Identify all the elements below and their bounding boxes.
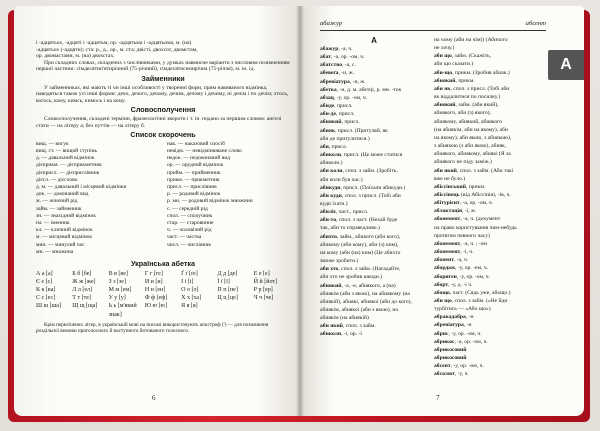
headword: абиякий (320, 282, 342, 289)
entry-grammar: , -а, ор. -ом, ч. (459, 200, 494, 207)
entry-grammar: , -у, ч. (454, 371, 469, 378)
dictionary-entry: так, аби то справедливо.) (320, 225, 380, 232)
dictionary-entry: не хочу.) (434, 45, 455, 52)
entry-grammar: , -а, ор. -ом, ч. (331, 54, 365, 61)
entry-grammar: , -у, ор. -ом, ч. (456, 273, 491, 280)
entry-grammar: , -у, ор. -ем, ч. (455, 265, 489, 272)
headword: аби коли (320, 168, 343, 175)
dictionary-entry (434, 199, 542, 207)
entry-grammar: , -у, д. -і ч. (448, 281, 473, 288)
headword: абажур (320, 46, 339, 52)
dictionary-entry: абикому (аби кому), аби (з) ким), (320, 241, 399, 248)
entry-grammar: , спол. з займ. (Зробіть, (342, 168, 398, 175)
headword: абрикосовий (434, 355, 467, 362)
alphabet-letter: О о [о] (181, 286, 199, 293)
entries-column-2 (434, 36, 542, 379)
entry-grammar: , част. (Сядь уже, абощо.) (449, 289, 511, 296)
alphabet-letter: Б б [бе] (72, 270, 92, 277)
dictionary-entry (434, 191, 542, 199)
alphabet-letter: К к [ка] (36, 286, 56, 293)
headword: абиякий (434, 102, 456, 109)
dictionary-entry (434, 248, 542, 256)
dictionary-entry (320, 330, 428, 338)
headword: аблактація (434, 208, 463, 215)
abbreviation-item: ч. — чоловічий рід (167, 227, 212, 234)
headword: абиколи (320, 152, 342, 159)
dictionary-entry (434, 264, 542, 272)
dictionary-entry (434, 256, 542, 264)
headword: абонент (434, 257, 454, 264)
headword: абрикосовий (434, 346, 467, 353)
alphabet-letter: Т т [те] (72, 295, 91, 302)
dictionary-entry (434, 281, 542, 289)
headword: аби що (434, 298, 452, 304)
dictionary-entry (434, 207, 542, 215)
abbreviation-item: док. — доконаний вид (36, 191, 89, 198)
abbreviation-item: присл. — прислівник (167, 183, 217, 190)
right-page (300, 6, 584, 416)
section-letter: А (371, 36, 377, 45)
entry-grammar: , -а, ч. (454, 257, 469, 264)
alphabet-letter: Е е [е] (253, 270, 270, 277)
headword: абракадабра (434, 314, 466, 321)
entry-grammar: , -и, д. м. абетці, р. мн. -ток (336, 86, 402, 93)
entry-grammar: , прикм. (466, 183, 486, 190)
headword: абрикос (434, 338, 455, 345)
entry-grammar: , присл. (328, 143, 348, 150)
running-head-left: абажур (320, 20, 343, 27)
alphabet-letter: Ц ц [це] (217, 295, 238, 302)
abbreviation-item: д. м. — давальний і місцевий відмінки (36, 183, 127, 190)
dictionary-entry (320, 322, 428, 330)
page-number-right: 7 (436, 394, 440, 402)
headword: абиякий (434, 77, 456, 84)
pronouns-paragraph: У займенниках, які мають ті чи інші особливості у творенні форм, прим навиваного відмінка, наводяться також усі інші форми: дечо, дечого, дечому, дечим, дечому і дечиму, ні дечім і по дечім; хтось, когось, кому, кимсь, кимось і на кому. (36, 84, 289, 104)
dictionary-entry (320, 143, 428, 151)
entry-grammar: , -а, с. (342, 62, 356, 69)
abbreviation-item: невідм. — невідмінюване слово (167, 147, 242, 154)
entry-grammar: , прикм. (455, 77, 475, 84)
dictionary-entry (320, 118, 428, 126)
page-number-left: 6 (152, 394, 156, 402)
headword: абонемент (434, 216, 461, 223)
dictionary-entry: (на абиякім, аби на якому), аби (434, 126, 508, 133)
entry-grammar: , спол. з займ. (Нагадайте, (338, 266, 401, 273)
entry-grammar: , займ., абикого (аби кого), (336, 233, 401, 240)
dictionary-entry (434, 330, 542, 338)
thumb-index-letter: А (548, 50, 584, 80)
abbreviation-item: дієсл. — дієслово (36, 176, 78, 183)
alphabet-table (36, 270, 290, 319)
abbreviation-item: мин. — минулий час (36, 241, 85, 248)
headword: абсент (434, 363, 451, 370)
dictionary-entry: абиколи.) (320, 160, 343, 167)
alphabet-letter: Щ щ [ща] (72, 303, 98, 310)
headword: абонемент (434, 240, 461, 247)
dictionary-entry (434, 183, 542, 191)
dictionary-entry: абиякім, абиякої (аби з якою), на (320, 307, 398, 313)
headword: абиліє (320, 209, 336, 216)
dictionary-entry (320, 192, 428, 200)
alphabet-letter: С с [ес] (36, 295, 56, 302)
abbreviation-item: займ. — займенник (36, 205, 82, 212)
entry-grammar: , -у, ор. -ом, ч. (448, 330, 482, 337)
headword: абревіатура (320, 78, 350, 85)
dictionary-entry: турбітись — «Або що») (434, 306, 491, 313)
headword: абордаж (434, 265, 456, 272)
entry-grammar: , займ. (аби який), (455, 102, 499, 109)
headword: абияк (320, 127, 336, 134)
alphabet-letter: М м [ем] (108, 286, 132, 293)
alphabet-letter: А а [а] (36, 270, 53, 277)
abbreviation-item: ж. — жіночий рід (36, 198, 78, 205)
dictionary-entry: на чому (аби на чім)) (Абичого (434, 37, 508, 43)
dictionary-entry: на якому), аби якою, з абиякою), (434, 134, 512, 141)
headword: аби який (434, 167, 457, 174)
dictionary-entry (320, 45, 428, 53)
entry-grammar: , спол. з присл. (Тобі аби (450, 85, 510, 92)
dictionary-entry (320, 151, 428, 159)
dictionary-entry: на право користування чим-небудь (434, 224, 517, 231)
headword: аби який (320, 323, 343, 330)
entry-grammar: , присл. (Поїхали абикуди.) (340, 184, 406, 191)
intro-line: ор. двомастами, м. (на) двохстах. (36, 53, 115, 60)
alphabet-letter: Ґ ґ [ґе] (181, 270, 198, 277)
entry-grammar: , -и, ж. (349, 78, 366, 85)
abbreviation-item: с. — середній рід (167, 205, 208, 212)
dictionary-entry: як віддалитися по посилку.) (434, 94, 501, 101)
entry-grammar: , спол. з займ. («Не йди (451, 298, 508, 304)
entry-grammar: , присл. (336, 111, 355, 118)
headword: абат (320, 54, 331, 61)
dictionary-entry: абиякій), абиякі, абиякої (аби до кого), (320, 298, 412, 305)
headword: абихто (320, 233, 337, 240)
entry-grammar: , -а, ч. ; -ом (460, 240, 487, 247)
dictionary-entry (434, 52, 542, 60)
abbreviation-item: ор. — орудний відмінок (167, 162, 224, 169)
intro-line: -адцятьох (-адцяти); ста: р., д., ор., м. ста; двісті, двохсот, двомстам, (36, 46, 198, 53)
headword: абревіатура (434, 322, 464, 329)
alphabet-letter: В в [ве] (108, 270, 128, 277)
entry-grammar: , -а, ор. -ом, ч. (454, 338, 488, 345)
entry-grammar: , част., присл. (335, 209, 369, 216)
dictionary-entry (320, 94, 428, 102)
dictionary-entry (434, 167, 542, 175)
entry-grammar: , -а, ч. (338, 46, 353, 52)
entry-grammar: , прикм. (Зробив абиак.) (452, 69, 510, 76)
alphabet-letter: Ч ч [че] (253, 295, 274, 302)
alphabet-letter: Ї ї [ї] (217, 278, 230, 285)
headword: абощо (434, 289, 450, 296)
entry-grammar: , -у, ор. -ом, ч. (450, 363, 484, 370)
dictionary-entry (320, 216, 428, 224)
abbreviations-list (36, 141, 290, 256)
alphabet-letter: І і [і] (181, 278, 194, 285)
dictionary-entry: абиякого, абиякому, абиякі (Я за (434, 151, 511, 158)
dictionary-entry (434, 354, 542, 362)
entry-grammar: (від Абіссінія), -ів, ч. (459, 191, 511, 198)
headword: аби хто (320, 266, 339, 273)
dictionary-entry: абиякого не піду заміж.) (434, 159, 492, 166)
headword: аби що (434, 53, 452, 60)
dictionary-entry: аби коли був час.) (320, 176, 363, 183)
headword: аби-що (434, 69, 453, 76)
dictionary-entry (320, 208, 428, 216)
dictionary-entry: протягом певного часу) (434, 232, 490, 239)
headword: абіссінець (434, 191, 460, 198)
entry-grammar: , спол. з займ. (342, 323, 376, 330)
abbreviation-item: вищ. ст. — вищий ступінь (36, 147, 98, 154)
dictionary-entry (434, 69, 542, 77)
alphabet-letter: Д д [де] (217, 270, 238, 277)
dictionary-entry: з абиякою (з аби якою), абияк, (434, 143, 507, 150)
abbreviation-item: недок. — недоконаний вид (167, 155, 231, 162)
dictionary-entry (434, 321, 542, 329)
alphabet-letter: З з [зе] (108, 278, 126, 285)
alphabet-letter: Р р [ер] (253, 286, 273, 293)
apostrophe-footnote: Крім перелічених літер, в українській мові на письмі використовують апостроф (') — для позначення роздільної вимови приголосного й наступного йотованого голосного. (36, 321, 269, 334)
entry-grammar: , -і, ч. (460, 249, 474, 256)
headword: абиде (320, 103, 335, 110)
dictionary-entry (434, 370, 542, 378)
dictionary-entry (434, 215, 542, 223)
alphabet-letter (254, 302, 290, 318)
headword: абатство (320, 62, 343, 69)
dictionary-entry: куди їхати.) (320, 200, 348, 207)
headword: абетка (320, 86, 337, 93)
entry-grammar: , спол. з займ. (Аби такі (456, 167, 514, 174)
headword: аби (320, 143, 329, 150)
abbreviation-item: кл. — кличний відмінок (36, 227, 93, 234)
dictionary-entry (434, 85, 542, 93)
headword: абіссінський (434, 183, 467, 190)
phrases-heading: Словосполучення (130, 105, 196, 115)
abbreviation-item: вищ. — вигук (36, 140, 69, 147)
entry-grammar: , -а, ч. (документ (460, 216, 501, 223)
dictionary-entry (434, 346, 542, 354)
alphabet-letter: Л л [ел] (72, 286, 92, 293)
dictionary-entry (434, 101, 542, 109)
abbreviation-item: ім. — іменник (36, 219, 70, 226)
entry-grammar: , присл. (Це може статися (341, 152, 403, 159)
dictionary-entry (320, 61, 428, 69)
dictionary-entry (320, 69, 428, 77)
dictionary-entry (320, 233, 428, 241)
dictionary-entry: абиякім (аби з якою), на абиякому (на (320, 290, 410, 297)
entry-grammar: , -ї, ж. (462, 208, 477, 215)
headword: аби куди (320, 192, 342, 199)
alphabet-letter: И и [и] (144, 278, 163, 285)
dictionary-entry (434, 289, 542, 297)
headword: аби-де (320, 111, 336, 118)
entry-grammar: , -и, ж. (338, 70, 355, 77)
dictionary-entry: аби що сказати.) (434, 61, 474, 68)
book-gutter (296, 6, 304, 416)
dictionary-entry (320, 265, 428, 273)
alphabet-letter: Ш ш [ша] (36, 303, 61, 310)
entry-grammar: , спол. з присл. (Тобі аби (341, 192, 401, 199)
alphabet-heading: Українська абетка (130, 258, 195, 268)
alphabet-letter: Н н [ен] (144, 286, 166, 293)
dictionary-entry (320, 78, 428, 86)
dictionary-entry: вже не було.) (434, 175, 466, 182)
dictionary-entry (434, 313, 542, 321)
dictionary-entry (320, 127, 428, 135)
entry-grammar: , присл. (Притуляй, як (335, 127, 388, 134)
headword: аборт (434, 281, 449, 288)
alphabet-letter (217, 302, 253, 318)
intro-line: і -адцятьох, -адцяті і -адцятьм, ор. -адцятьма і -адцятьома, м. (на) (36, 40, 192, 46)
abbreviation-item: числ. — числівник (167, 241, 212, 248)
headword: абевеґа (320, 70, 339, 77)
numerals-paragraph: При складних словах, складених з числівниками, у думках навмисне варіанти з числовим позначенням першої частини: сімдесятип'ятирічний (75-річний), сімдесятисемирічна (75-річчя), м. ін. ід. (36, 59, 290, 73)
headword: абрис (434, 330, 449, 337)
alphabet-letter: Ю ю [ю] (144, 303, 167, 310)
running-head-right: абсент (525, 20, 546, 27)
pronouns-heading: Займенники (141, 73, 185, 83)
dictionary-entry: на кому (аби (на) ким) (Це абихто (320, 249, 401, 256)
numerals-intro (36, 40, 290, 60)
headword: абітурієнт (434, 200, 460, 207)
alphabet-letter: Г г [ге] (144, 270, 163, 277)
abbreviation-item: спол. — сполучник (167, 212, 213, 219)
dictionary-entry: абиякого, аби (з) якого), (434, 110, 491, 117)
dictionary-entry (434, 338, 542, 346)
headword: абонемент (434, 249, 461, 256)
dictionary-entry (434, 297, 542, 305)
entry-grammar: , -и (463, 322, 472, 329)
headword: аби як (434, 85, 451, 92)
dictionary-entry (320, 110, 428, 118)
header-rule (320, 30, 546, 31)
entry-grammar: , -у, ор. -ом, ч. (333, 94, 368, 101)
alphabet-letter: Й й [йот] (253, 278, 277, 285)
abbreviation-item: д. — давальний відмінок (36, 155, 95, 162)
headword: абориген (434, 273, 457, 280)
phrases-paragraph: Словосполучення, складені терміни, фразеологічні звороти і т. ін. подано за першим словом: ангелі стати — на літеру а; без путтів — на літеру б. (36, 115, 282, 129)
dictionary-entry (320, 282, 428, 290)
headword: абсолют (434, 371, 455, 378)
alphabet-letter: Ф ф [еф] (144, 295, 168, 302)
headword: абзац (320, 94, 334, 101)
dictionary-entry: абиякім (на абиякій) (320, 315, 369, 322)
entry-grammar: , займ. (Скажіть, (451, 53, 492, 60)
abbreviation-item: дієприкм. — дієприкметник (36, 162, 102, 169)
alphabet-letter: Я я [я] (181, 303, 198, 310)
left-page-text (36, 40, 290, 336)
dictionary-entry: зможе зробити.) (320, 258, 359, 265)
dictionary-entry (320, 167, 428, 175)
headword: абиякий (320, 119, 342, 126)
abbreviation-item: стар. — старовинне (167, 219, 214, 226)
dictionary-entry (320, 102, 428, 110)
abbreviation-item: част. — частка (167, 234, 202, 241)
headword: абикуди (320, 184, 341, 191)
abbreviation-item: прикм. — прикметник (167, 176, 220, 183)
headword: аби-то (320, 217, 337, 224)
dictionary-entry (320, 86, 428, 94)
entry-grammar: , -і, ор. -ї (341, 331, 362, 338)
dictionary-entry (320, 53, 428, 61)
alphabet-letter: П п [пе] (217, 286, 238, 293)
dictionary-entry: аби де притулитися.) (320, 135, 370, 142)
abbreviation-item: р. мн. — родовий відмінок множини (167, 198, 253, 205)
dictionary-entry: абиякому, абиякий, абиякого (434, 118, 503, 125)
alphabet-letter: Ж ж [же] (72, 278, 96, 285)
dictionary-entry (434, 273, 542, 281)
alphabet-letter: Ь ь [м'який знак] (108, 303, 137, 318)
alphabet-letter: Х х [ха] (181, 295, 202, 302)
dictionary-entry (434, 240, 542, 248)
abbreviation-item: дієприсл. — дієприслівник (36, 169, 100, 176)
alphabet-letter: У у [у] (108, 295, 126, 302)
dictionary-entry (320, 184, 428, 192)
abbreviation-item: мн. — множина (36, 248, 74, 255)
abbreviation-item: прийм. — прийменник (167, 169, 221, 176)
entry-grammar: , спол. з част. (Нехай буде (336, 217, 398, 224)
abbreviation-item: р. — родовий відмінок (167, 191, 221, 198)
entry-grammar: , -а, -е, абиякого, а (на) (341, 282, 396, 289)
left-page (14, 6, 300, 416)
dictionary-entry (434, 77, 542, 85)
headword: абиколи (320, 331, 342, 338)
abbreviations-heading: Список скорочень (130, 130, 196, 140)
abbreviation-item: зн. — знахідний відмінок (36, 212, 96, 219)
abbreviation-item: м. — місцевий відмінок (36, 234, 93, 241)
dictionary-entry: аби хто не зробив шкоди.) (320, 274, 382, 281)
entries-column-1 (320, 36, 428, 339)
entry-grammar: , присл. (341, 119, 360, 126)
entry-grammar: , присл. (334, 103, 353, 110)
abbreviation-item: нак. — наказовий спосіб (167, 140, 225, 147)
entry-grammar: , -и (465, 314, 474, 321)
dictionary-entry (434, 362, 542, 370)
alphabet-letter: Є є [є] (36, 278, 53, 285)
